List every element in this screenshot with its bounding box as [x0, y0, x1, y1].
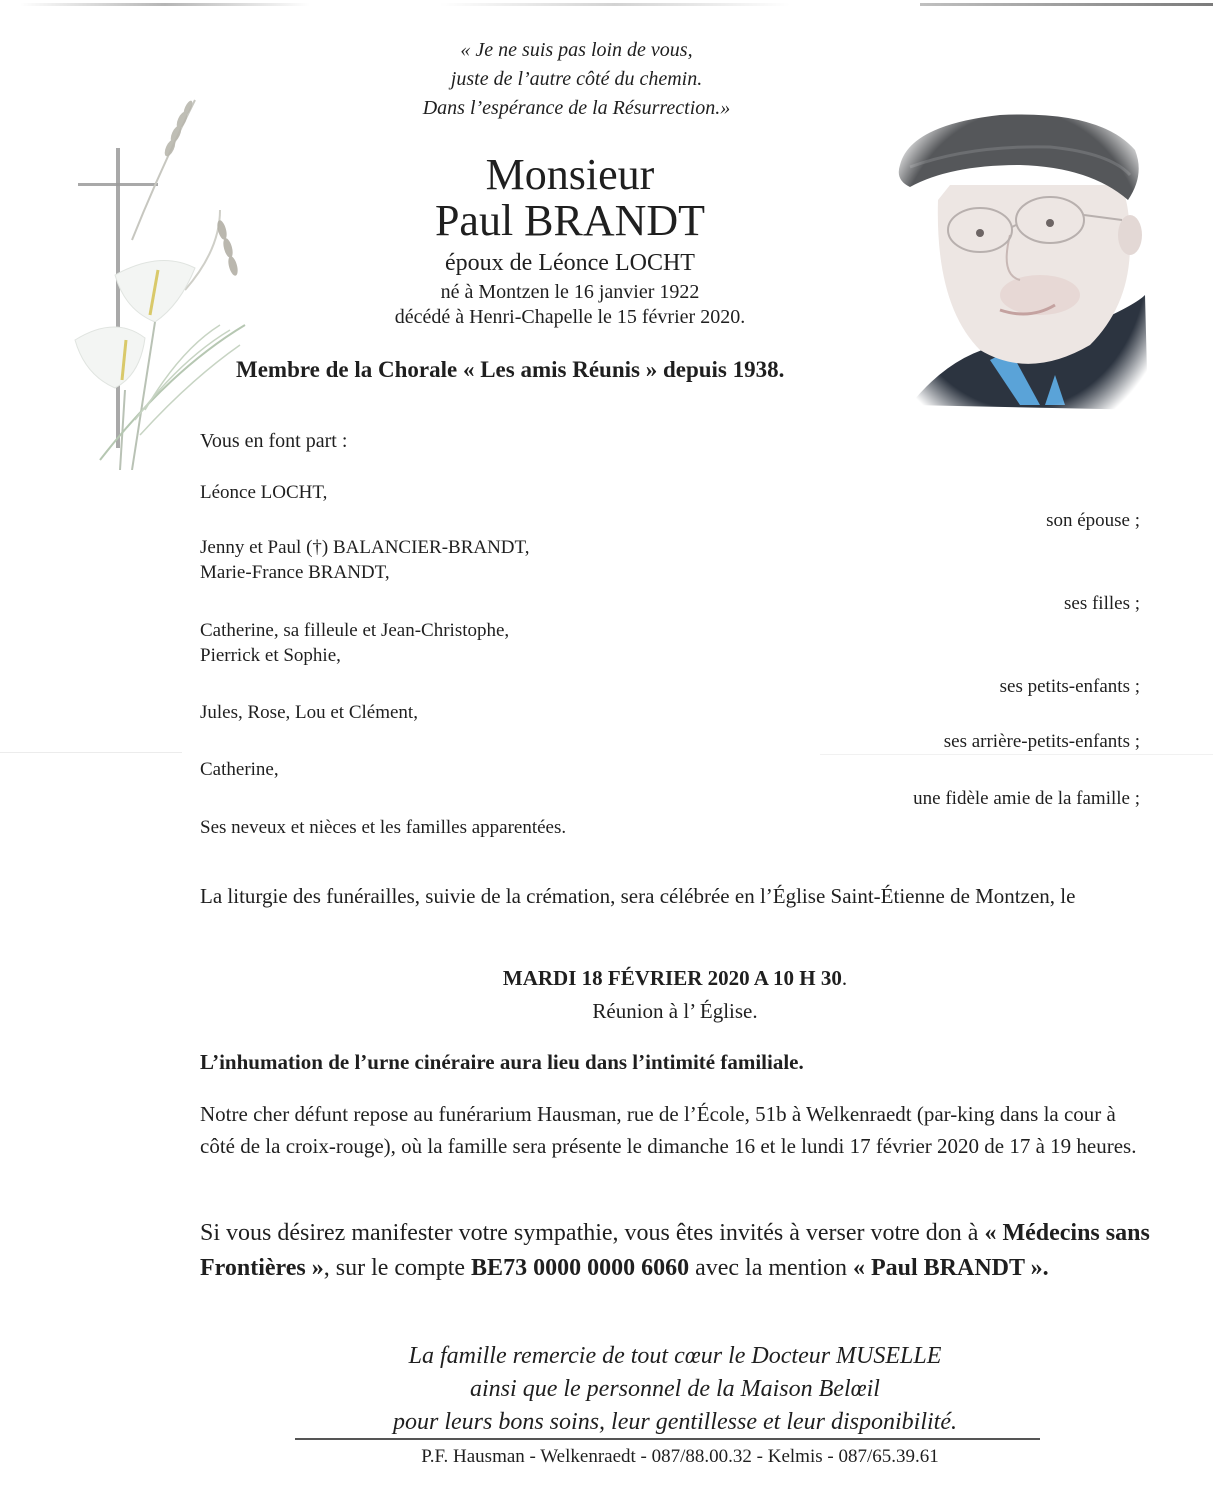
footer-divider: [295, 1438, 1040, 1440]
family-names: Léonce LOCHT,: [200, 482, 328, 503]
cross-lilies-wheat-icon: [70, 90, 260, 470]
charity-name: « Médecins sans Frontières »: [200, 1220, 1150, 1281]
thanks-line: pour leurs bons soins, leur gentillesse et leur disponibilité.: [393, 1409, 957, 1435]
thanks-block: [290, 1340, 1060, 1439]
ceremony-date: [200, 966, 1150, 991]
scan-fold-line: [0, 752, 182, 753]
donation-intro: Si vous désirez manifester votre sympathie, vous êtes invités à verser votre don à: [200, 1220, 985, 1246]
deceased-header: [260, 152, 880, 330]
spouse-line: époux de Léonce LOCHT: [445, 250, 695, 276]
scan-edge-mark: [920, 3, 1213, 6]
scan-fold-line: [820, 754, 1213, 755]
scan-edge-mark: [440, 3, 790, 6]
family-names: Pierrick et Sophie,: [200, 645, 341, 666]
scan-edge-mark: [20, 3, 310, 6]
inhumation-notice: L’inhumation de l’urne cinéraire aura lieu dans l’intimité familiale.: [200, 1050, 804, 1074]
quote-line: « Je ne suis pas loin de vous,: [460, 39, 693, 61]
meeting-place: Réunion à l’ Église.: [592, 999, 758, 1023]
family-names: Catherine,: [200, 759, 279, 780]
thanks-line: La famille remercie de tout cœur le Docteur MUSELLE: [408, 1343, 942, 1369]
family-relation: ses filles ;: [1064, 593, 1140, 614]
family-names: Ses neveux et nièces et les familles apparentées.: [200, 817, 567, 838]
donation-text: [200, 1216, 1160, 1286]
ceremony-date-text: MARDI 18 FÉVRIER 2020 A 10 H 30: [502, 966, 842, 990]
donation-mention: « Paul BRANDT ».: [853, 1255, 1049, 1281]
family-relation: son épouse ;: [1046, 510, 1140, 531]
family-relation: une fidèle amie de la famille ;: [913, 788, 1140, 809]
visitation-text: Notre cher défunt repose au funérarium Hausman, rue de l’École, 51b à Welkenraedt (par-king dans la cour à côté de la croix-rouge), où la famille sera présente le dimanche 16 et le lundi 17 février 2020 de 17 à 19 heures.: [200, 1102, 1137, 1158]
liturgy-text: La liturgie des funérailles, suivie de la crémation, sera célébrée en l’Église Saint-Étienne de Montzen, le: [200, 884, 1076, 908]
membership-line: Membre de la Chorale « Les amis Réunis » depuis 1938.: [236, 357, 785, 382]
birth-line: né à Montzen le 16 janvier 1922: [440, 281, 700, 303]
quote-line: juste de l’autre côté du chemin.: [450, 68, 703, 90]
family-names: Jenny et Paul (†) BALANCIER-BRANDT,: [200, 537, 530, 558]
honorific: Monsieur: [485, 150, 655, 199]
funeral-home-footer: P.F. Hausman - Welkenraedt - 087/88.00.32 - Kelmis - 087/65.39.61: [421, 1446, 939, 1467]
family-relation: ses petits-enfants ;: [999, 676, 1140, 697]
ceremony-date-period: .: [841, 966, 848, 990]
death-line: décédé à Henri-Chapelle le 15 février 2020.: [394, 306, 746, 328]
quote-line: Dans l’espérance de la Résurrection.»: [422, 97, 731, 119]
bank-account: BE73 0000 0000 6060: [471, 1255, 690, 1281]
family-names: Jules, Rose, Lou et Clément,: [200, 702, 418, 723]
donation-mention-pre: avec la mention: [689, 1255, 853, 1281]
family-relation: ses arrière-petits-enfants ;: [943, 731, 1140, 752]
portrait-photo: [890, 105, 1152, 415]
donation-mid: , sur le compte: [323, 1255, 472, 1281]
family-names: Marie-France BRANDT,: [200, 562, 390, 583]
announcement-heading: Vous en font part :: [200, 430, 348, 452]
family-names: Catherine, sa filleule et Jean-Christophe,: [200, 620, 510, 641]
deceased-name: Paul BRANDT: [434, 196, 706, 245]
thanks-line: ainsi que le personnel de la Maison Belœil: [470, 1376, 880, 1402]
